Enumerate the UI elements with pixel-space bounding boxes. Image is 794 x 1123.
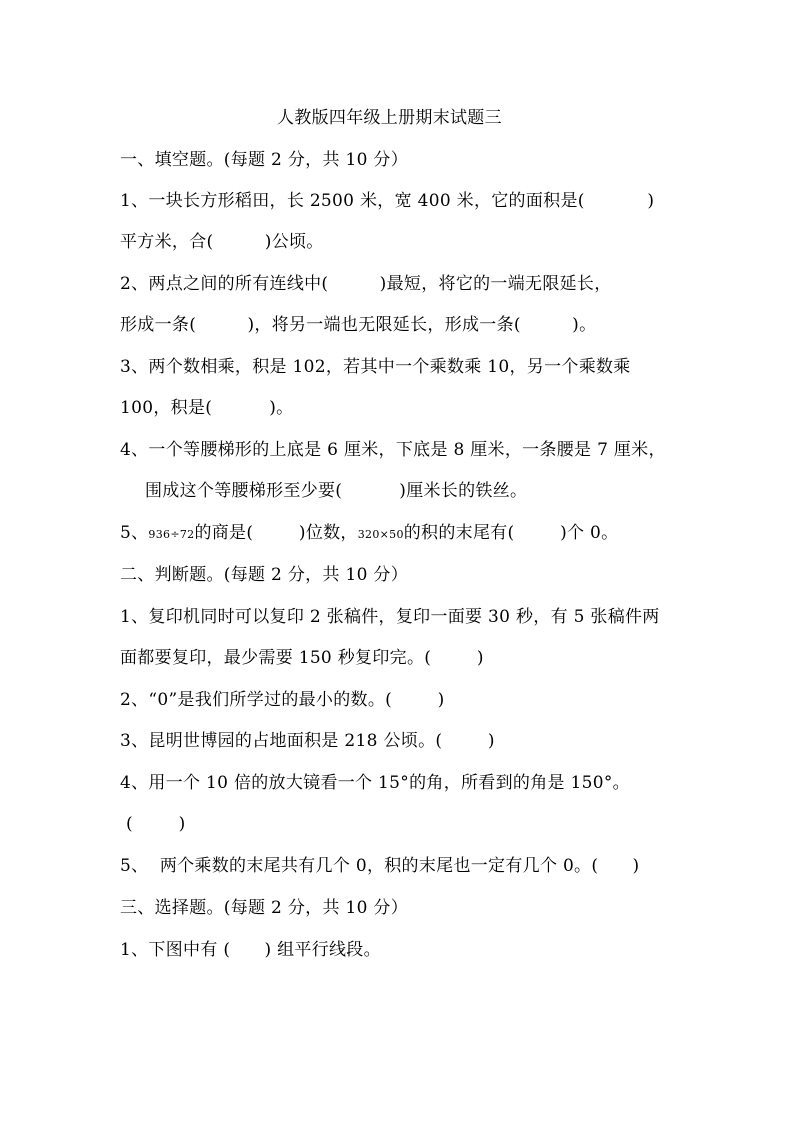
s1-q4-line2: 围成这个等腰梯形至少要( )厘米长的铁丝。: [145, 481, 528, 501]
s2-q1-line1: 1、复印机同时可以复印 2 张稿件，复印一面要 30 秒，有 5 张稿件两: [120, 607, 660, 627]
section3-heading: 三、选择题。(每题 2 分，共 10 分）: [120, 898, 408, 918]
s1-q3-line1: 3、两个数相乘，积是 102，若其中一个乘数乘 10，另一个乘数乘: [120, 357, 631, 377]
s1-q1-line1: 1、一块长方形稻田，长 2500 米，宽 400 米，它的面积是( ): [120, 191, 655, 211]
s1-q3-line2: 100，积是( )。: [120, 398, 294, 418]
s2-q3: 3、昆明世博园的占地面积是 218 公顷。( ): [120, 731, 495, 751]
s1-q5: [120, 522, 618, 546]
s2-q4-line1: 4、用一个 10 倍的放大镜看一个 15°的角，所看到的角是 150°。: [120, 773, 630, 793]
s2-q4-line2: ( ): [126, 814, 186, 834]
section2-heading: 二、判断题。(每题 2 分，共 10 分）: [120, 565, 408, 585]
s1-q5-mid: 的商是( )位数，: [194, 523, 358, 543]
s2-q2: 2、“0”是我们所学过的最小的数。( ): [120, 690, 445, 710]
page-title: 人教版四年级上册期末试题三: [277, 108, 502, 128]
s2-q5: 5、 两个乘数的末尾共有几个 0，积的末尾也一定有几个 0。( ): [120, 856, 640, 876]
s1-q5-expr1: 936÷72: [148, 528, 195, 541]
section1-heading: 一、填空题。(每题 2 分，共 10 分）: [120, 150, 408, 170]
s1-q1-line2: 平方米，合( )公顷。: [120, 232, 324, 252]
s1-q5-expr2: 320×50: [357, 528, 404, 541]
s1-q5-prefix: 5、: [120, 523, 149, 543]
s2-q1-line2: 面都要复印，最少需要 150 秒复印完。( ): [120, 648, 484, 668]
s1-q4-line1: 4、一个等腰梯形的上底是 6 厘米，下底是 8 厘米，一条腰是 7 厘米，: [120, 440, 666, 460]
s3-q1: 1、下图中有 ( ) 组平行线段。: [120, 940, 381, 960]
s1-q5-suffix: 的积的末尾有( )个 0。: [403, 523, 619, 543]
s1-q2-line1: 2、两点之间的所有连线中( )最短，将它的一端无限延长，: [120, 274, 612, 294]
s1-q2-line2: 形成一条( )，将另一端也无限延长，形成一条( )。: [120, 315, 597, 335]
